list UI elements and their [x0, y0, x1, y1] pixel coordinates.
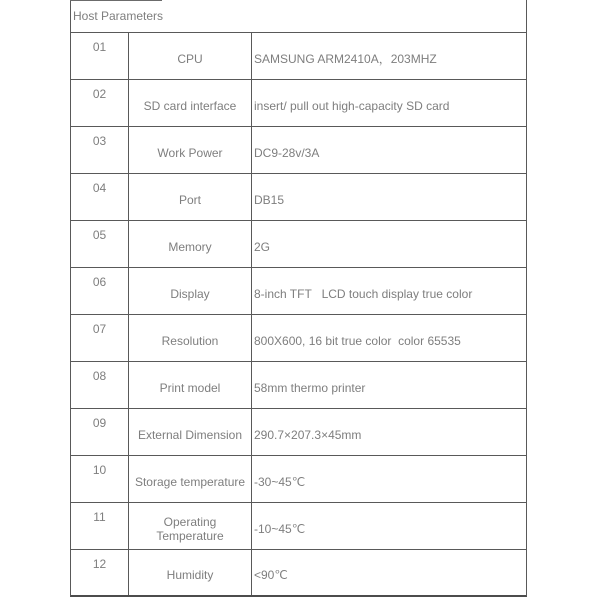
parameter-value: 2G: [254, 239, 271, 254]
row-number: 07: [71, 315, 129, 361]
parameter-value: 800X600, 16 bit true color color 65535: [254, 333, 461, 348]
table-row: [70, 268, 527, 315]
parameter-name: Operating Temperature: [129, 503, 252, 549]
row-number: 12: [71, 550, 129, 595]
table-row: [70, 127, 527, 174]
row-number: 09: [71, 409, 129, 455]
table-row: [70, 503, 527, 550]
parameter-name: SD card interface: [129, 80, 252, 126]
table-row: [70, 174, 527, 221]
table-row: [70, 456, 527, 503]
parameter-value: 58mm thermo printer: [254, 380, 366, 395]
table-row: [70, 33, 527, 80]
table-row: [70, 550, 527, 597]
table-row: [70, 80, 527, 127]
parameter-name: External Dimension: [129, 409, 252, 455]
parameter-name: Humidity: [129, 550, 252, 595]
parameter-value: DC9-28v/3A: [254, 145, 320, 160]
table-title: Host Parameters: [70, 0, 527, 33]
parameter-value: -30~45℃: [254, 474, 306, 489]
parameter-name: Print model: [129, 362, 252, 408]
table-row: [70, 315, 527, 362]
host-parameters-table: [70, 0, 527, 597]
parameter-value: SAMSUNG ARM2410A，203MHZ: [254, 52, 437, 66]
row-number: 05: [71, 221, 129, 267]
row-number: 10: [71, 456, 129, 502]
parameter-name: Storage temperature: [129, 456, 252, 502]
parameter-name: Memory: [129, 221, 252, 267]
parameter-value: DB15: [254, 192, 285, 207]
parameter-name: CPU: [129, 33, 252, 79]
parameter-name: Display: [129, 268, 252, 314]
table-row: [70, 409, 527, 456]
parameter-value: <90℃: [254, 568, 288, 582]
row-number: 02: [71, 80, 129, 126]
row-number: 06: [71, 268, 129, 314]
parameter-name: Resolution: [129, 315, 252, 361]
row-number: 01: [71, 33, 129, 79]
parameter-value: 8-inch TFT LCD touch display true color: [254, 286, 473, 301]
row-number: 08: [71, 362, 129, 408]
row-number: 03: [71, 127, 129, 173]
parameter-value: insert/ pull out high-capacity SD card: [254, 98, 450, 113]
parameter-value: -10~45℃: [254, 521, 306, 536]
table-row: [70, 221, 527, 268]
parameter-name: Work Power: [129, 127, 252, 173]
row-number: 04: [71, 174, 129, 220]
table-row: [70, 362, 527, 409]
parameter-name: Port: [129, 174, 252, 220]
parameter-value: 290.7×207.3×45mm: [254, 427, 362, 442]
row-number: 11: [71, 503, 129, 549]
